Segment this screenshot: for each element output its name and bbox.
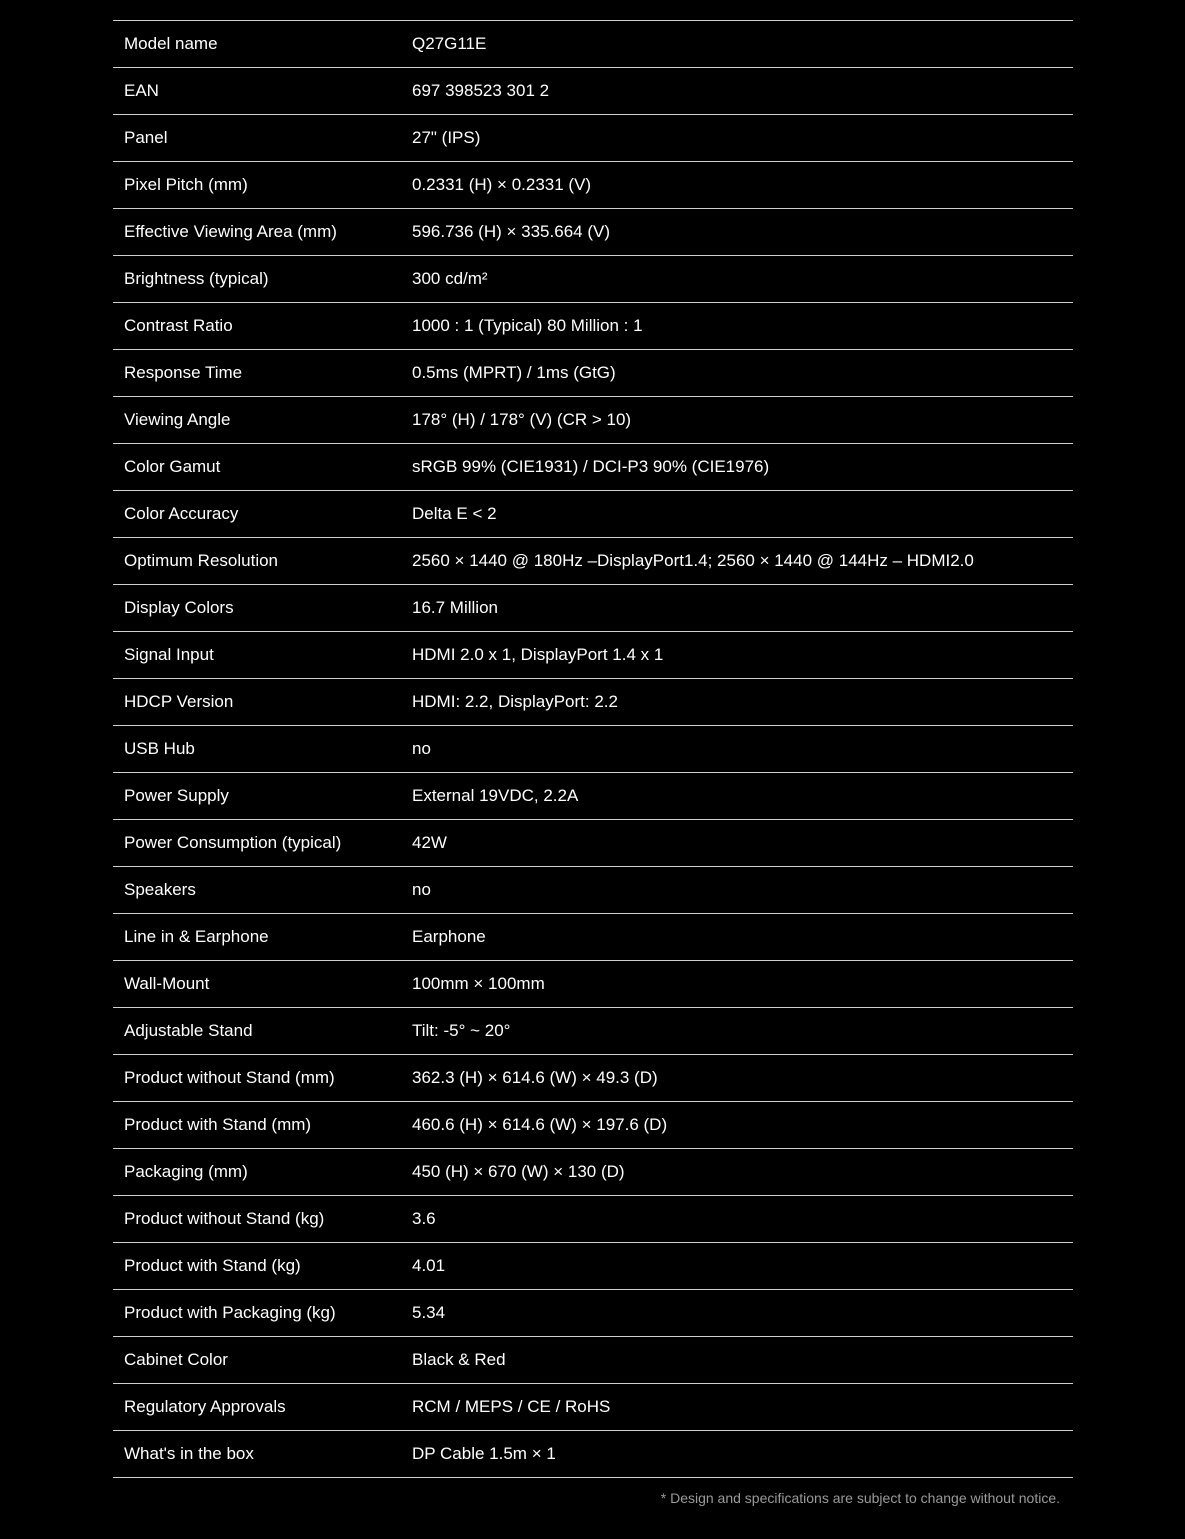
spec-label: Signal Input [124, 645, 214, 664]
spec-value: no [412, 739, 431, 758]
spec-row [113, 1102, 1073, 1149]
spec-value: 178° (H) / 178° (V) (CR > 10) [412, 410, 632, 429]
spec-value: External 19VDC, 2.2A [412, 786, 579, 805]
spec-row [113, 1431, 1073, 1478]
spec-row [113, 1196, 1073, 1243]
spec-row [113, 820, 1073, 867]
spec-row [113, 68, 1073, 115]
spec-row [113, 21, 1073, 68]
spec-value: 460.6 (H) × 614.6 (W) × 197.6 (D) [412, 1115, 668, 1134]
spec-label: Power Consumption (typical) [124, 833, 342, 852]
spec-label: EAN [124, 81, 159, 100]
spec-row [113, 773, 1073, 820]
spec-label: Product with Packaging (kg) [124, 1303, 336, 1322]
spec-value: 4.01 [412, 1256, 446, 1275]
spec-label: Regulatory Approvals [124, 1397, 286, 1416]
spec-label: Product with Stand (mm) [124, 1115, 312, 1134]
spec-row [113, 303, 1073, 350]
spec-row [113, 1008, 1073, 1055]
spec-value: Delta E < 2 [412, 504, 497, 523]
spec-label: Line in & Earphone [124, 927, 269, 946]
spec-row [113, 914, 1073, 961]
spec-label: Cabinet Color [124, 1350, 228, 1369]
spec-value: 697 398523 301 2 [412, 81, 550, 100]
spec-row [113, 1243, 1073, 1290]
spec-label: Color Accuracy [124, 504, 239, 523]
spec-value: 42W [412, 833, 447, 852]
spec-row [113, 585, 1073, 632]
spec-label: Response Time [124, 363, 243, 382]
spec-row [113, 1384, 1073, 1431]
spec-label: Contrast Ratio [124, 316, 233, 335]
spec-row [113, 1149, 1073, 1196]
spec-label: Wall-Mount [124, 974, 210, 993]
spec-label: Power Supply [124, 786, 229, 805]
spec-row [113, 867, 1073, 914]
spec-value: HDMI: 2.2, DisplayPort: 2.2 [412, 692, 618, 711]
spec-row [113, 1290, 1073, 1337]
spec-label: Panel [124, 128, 168, 147]
spec-label: Adjustable Stand [124, 1021, 253, 1040]
spec-label: Pixel Pitch (mm) [124, 175, 248, 194]
spec-label: Optimum Resolution [124, 551, 279, 570]
spec-label: Product without Stand (kg) [124, 1209, 325, 1228]
spec-value: 0.2331 (H) × 0.2331 (V) [412, 175, 592, 194]
spec-label: Viewing Angle [124, 410, 231, 429]
spec-row [113, 115, 1073, 162]
spec-row [113, 209, 1073, 256]
spec-value: sRGB 99% (CIE1931) / DCI-P3 90% (CIE1976) [412, 457, 770, 476]
spec-row [113, 162, 1073, 209]
spec-row [113, 1055, 1073, 1102]
spec-label: Product without Stand (mm) [124, 1068, 335, 1087]
spec-value: 27" (IPS) [412, 128, 481, 147]
spec-label: Color Gamut [124, 457, 221, 476]
spec-value: 2560 × 1440 @ 180Hz –DisplayPort1.4; 2560 × 1440 @ 144Hz – HDMI2.0 [412, 551, 974, 570]
spec-value: DP Cable 1.5m × 1 [412, 1444, 556, 1463]
spec-row [113, 350, 1073, 397]
spec-row [113, 726, 1073, 773]
spec-value: 16.7 Million [412, 598, 498, 617]
spec-value: Earphone [412, 927, 486, 946]
disclaimer-footnote: * Design and specifications are subject to change without notice. [660, 1490, 1060, 1506]
spec-value: 362.3 (H) × 614.6 (W) × 49.3 (D) [412, 1068, 658, 1087]
spec-label: Packaging (mm) [124, 1162, 248, 1181]
spec-value: 596.736 (H) × 335.664 (V) [412, 222, 610, 241]
spec-row [113, 538, 1073, 585]
spec-row [113, 256, 1073, 303]
spec-label: Effective Viewing Area (mm) [124, 222, 337, 241]
spec-label: Product with Stand (kg) [124, 1256, 301, 1275]
spec-label: HDCP Version [124, 692, 234, 711]
spec-value: RCM / MEPS / CE / RoHS [412, 1397, 611, 1416]
spec-label: Model name [124, 34, 218, 53]
spec-row [113, 1337, 1073, 1384]
spec-row [113, 679, 1073, 726]
spec-value: 1000 : 1 (Typical) 80 Million : 1 [412, 316, 643, 335]
spec-value: HDMI 2.0 x 1, DisplayPort 1.4 x 1 [412, 645, 664, 664]
spec-label: Display Colors [124, 598, 234, 617]
spec-value: 300 cd/m² [412, 269, 488, 288]
spec-row [113, 491, 1073, 538]
spec-value: 100mm × 100mm [412, 974, 545, 993]
spec-label: USB Hub [124, 739, 195, 758]
spec-row [113, 961, 1073, 1008]
spec-value: 5.34 [412, 1303, 446, 1322]
spec-value: no [412, 880, 431, 899]
spec-row [113, 632, 1073, 679]
spec-label: Speakers [124, 880, 196, 899]
spec-table-body [113, 21, 1073, 1478]
spec-row [113, 444, 1073, 491]
spec-value: Black & Red [412, 1350, 506, 1369]
spec-value: Q27G11E [412, 34, 487, 53]
spec-label: Brightness (typical) [124, 269, 269, 288]
spec-value: Tilt: -5° ~ 20° [412, 1021, 511, 1040]
spec-value: 0.5ms (MPRT) / 1ms (GtG) [412, 363, 616, 382]
spec-value: 450 (H) × 670 (W) × 130 (D) [412, 1162, 625, 1181]
spec-value: 3.6 [412, 1209, 436, 1228]
spec-row [113, 397, 1073, 444]
spec-label: What's in the box [124, 1444, 254, 1463]
spec-table [113, 20, 1073, 1478]
